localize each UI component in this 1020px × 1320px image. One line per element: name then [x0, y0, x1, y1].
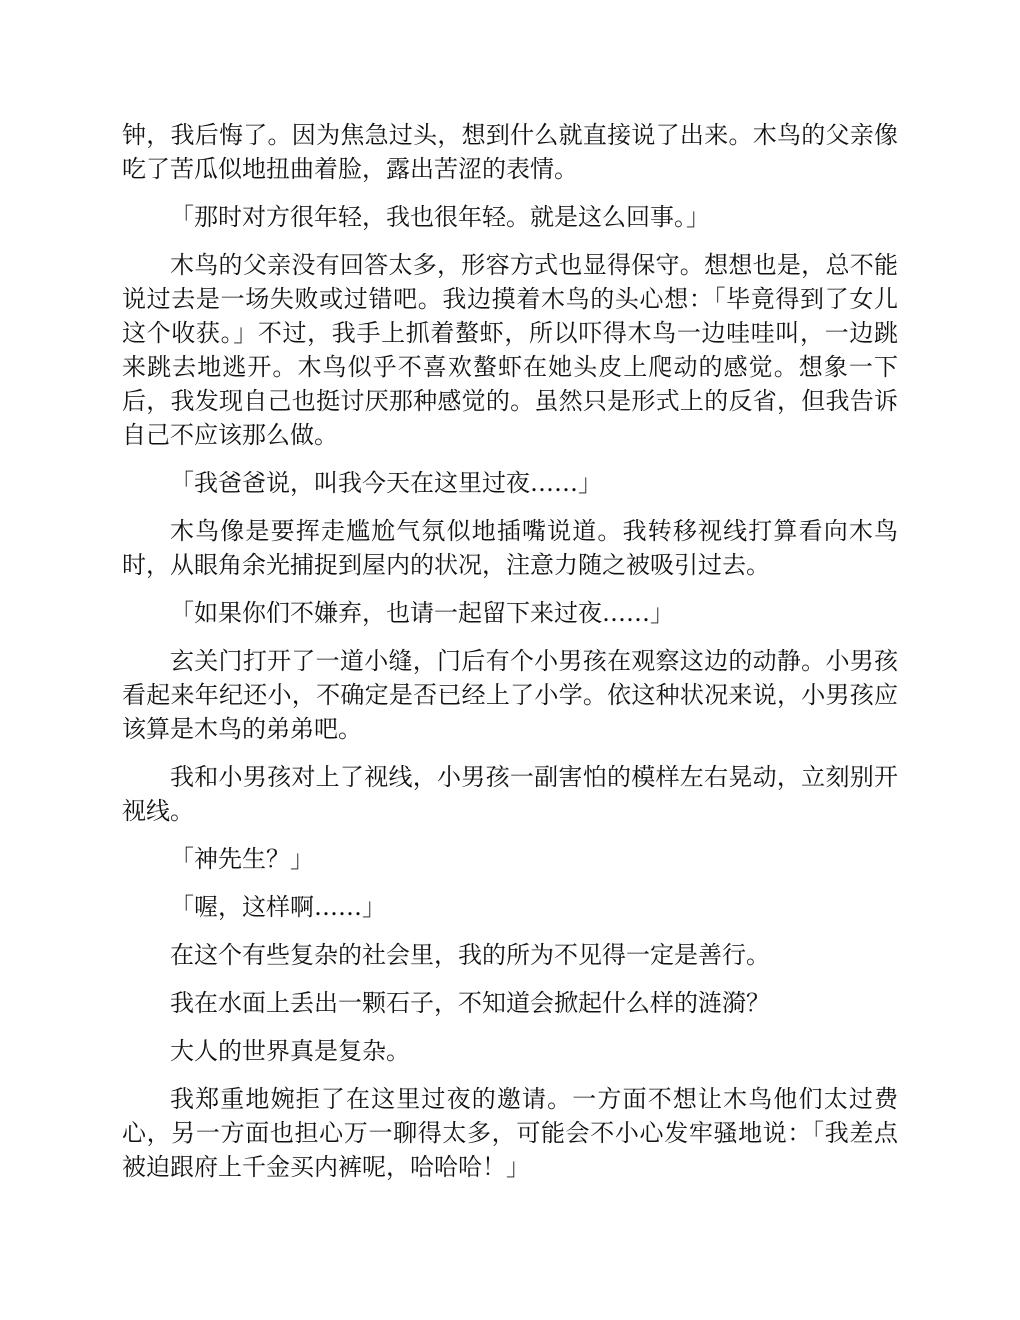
- paragraph-11: 在这个有些复杂的社会里，我的所为不见得一定是善行。: [170, 941, 770, 969]
- paragraph-4: 「我爸爸说，叫我今天在这里过夜……」: [170, 469, 602, 497]
- paragraph-12: 我在水面上丢出一颗石子，不知道会掀起什么样的涟漪？: [170, 989, 770, 1017]
- paragraph-10: 「喔，这样啊……」: [170, 893, 386, 921]
- paragraph-5: 木鸟像是要挥走尴尬气氛似地插嘴说道。我转移视线打算看向木鸟时，从眼角余光捕捉到屋内的状况，注意力随之被吸引过去。: [122, 517, 898, 579]
- paragraph-2: 「那时对方很年轻，我也很年轻。就是这么回事。」: [170, 203, 710, 231]
- paragraph-1: 钟，我后悔了。因为焦急过头，想到什么就直接说了出来。木鸟的父亲像吃了苦瓜似地扭曲着脸，露出苦涩的表情。: [122, 121, 898, 183]
- paragraph-9: 「神先生？」: [170, 845, 314, 873]
- paragraph-3: 木鸟的父亲没有回答太多，形容方式也显得保守。想想也是，总不能说过去是一场失败或过错吧。我边摸着木鸟的头心想：「毕竟得到了女儿这个收获。」不过，我手上抓着螯虾，所以吓得木鸟一边哇哇叫，一边跳来跳去地逃开。木鸟似乎不喜欢螯虾在她头皮上爬动的感觉。想象一下后，我发现自己也挺讨厌那种感觉的。虽然只是形式上的反省，但我告诉自己不应该那么做。: [122, 251, 898, 449]
- paragraph-7: 玄关门打开了一道小缝，门后有个小男孩在观察这边的动静。小男孩看起来年纪还小，不确定是否已经上了小学。依这种状况来说，小男孩应该算是木鸟的弟弟吧。: [122, 647, 898, 743]
- paragraph-8: 我和小男孩对上了视线，小男孩一副害怕的模样左右晃动，立刻别开视线。: [122, 763, 898, 825]
- paragraph-13: 大人的世界真是复杂。: [170, 1037, 410, 1065]
- page-body: [122, 118, 898, 1198]
- paragraph-14: 我郑重地婉拒了在这里过夜的邀请。一方面不想让木鸟他们太过费心，另一方面也担心万一聊得太多，可能会不小心发牢骚地说：「我差点被迫跟府上千金买内裤呢，哈哈哈！」: [122, 1085, 898, 1181]
- paragraph-6: 「如果你们不嫌弃，也请一起留下来过夜……」: [170, 599, 674, 627]
